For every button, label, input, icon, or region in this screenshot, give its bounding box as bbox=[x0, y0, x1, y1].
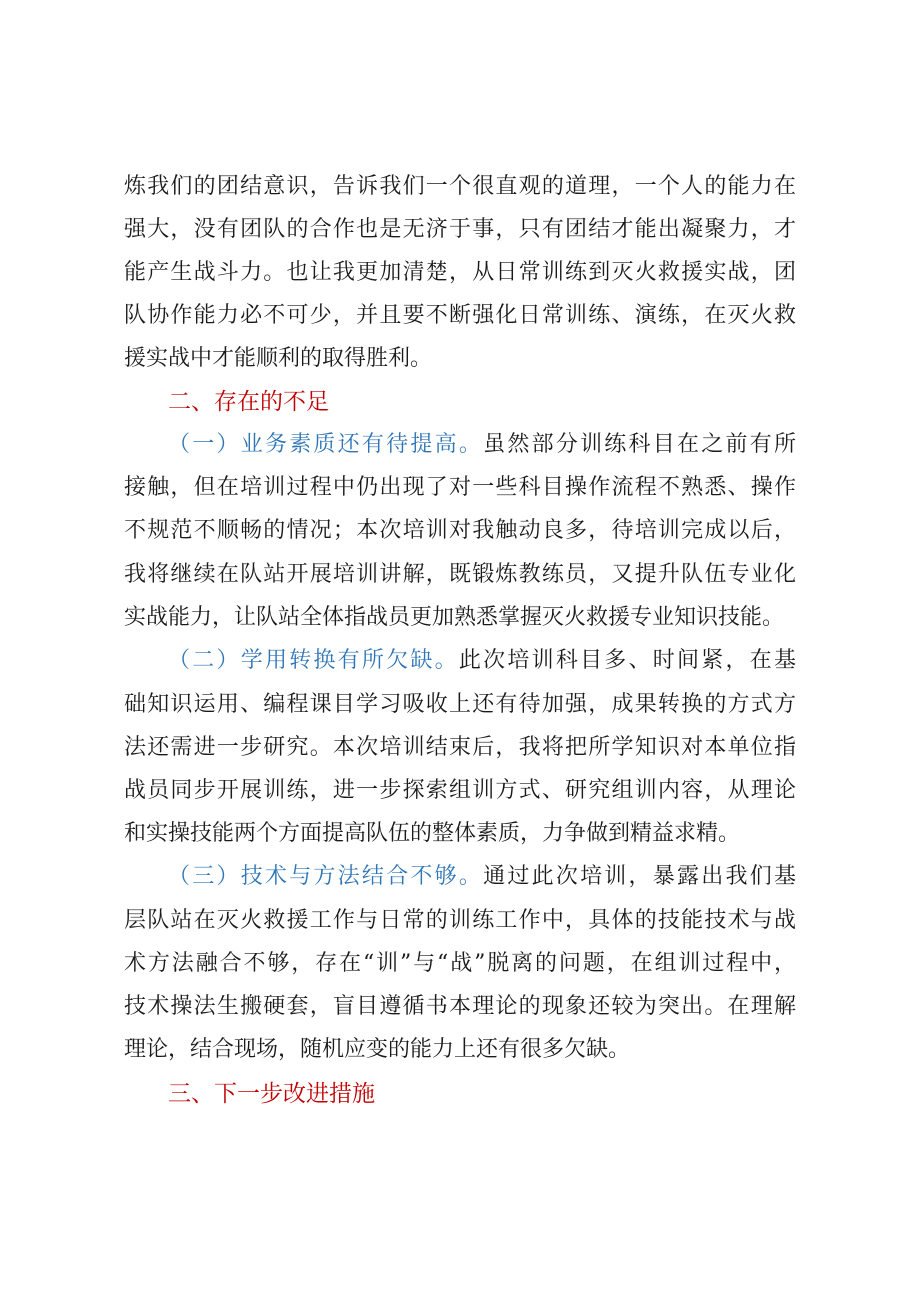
item-1-text: 虽然部分训练科目在之前有所 bbox=[483, 432, 796, 457]
item-1-title: （一）业务素质还有待提高。 bbox=[168, 432, 484, 457]
item-2-text: 此次培训科目多、时间紧，在基 bbox=[458, 648, 796, 673]
paragraph-line: 实战能力，让队站全体指战员更加熟悉掌握灭火救援专业知识技能。 bbox=[124, 605, 785, 630]
paragraph-line: 队协作能力必不可少，并且要不断强化日常训练、演练，在灭火救 bbox=[124, 303, 796, 328]
item-3-first-line bbox=[168, 862, 796, 892]
item-2-title: （二）学用转换有所欠缺。 bbox=[168, 648, 459, 673]
section-heading-2: 二、存在的不足 bbox=[168, 389, 329, 415]
paragraph-line: 理论，结合现场，随机应变的能力上还有很多欠缺。 bbox=[124, 1037, 631, 1062]
paragraph-line: 法还需进一步研究。本次培训结束后，我将把所学知识对本单位指 bbox=[124, 735, 796, 760]
paragraph-line: 础知识运用、编程课目学习吸收上还有待加强，成果转换的方式方 bbox=[124, 692, 796, 717]
paragraph-line: 炼我们的团结意识，告诉我们一个很直观的道理，一个人的能力在 bbox=[124, 174, 796, 199]
paragraph-line: 技术操法生搬硬套，盲目遵循书本理论的现象还较为突出。在理解 bbox=[124, 994, 796, 1019]
paragraph-line: 和实操技能两个方面提高队伍的整体素质，力争做到精益求精。 bbox=[124, 821, 741, 846]
paragraph-line: 术方法融合不够，存在“训”与“战”脱离的问题，在组训过程中， bbox=[124, 951, 796, 976]
paragraph-line: 层队站在灭火救援工作与日常的训练工作中，具体的技能技术与战 bbox=[124, 908, 796, 933]
paragraph-line: 不规范不顺畅的情况；本次培训对我触动良多，待培训完成以后， bbox=[124, 518, 796, 543]
paragraph-line: 援实战中才能顺利的取得胜利。 bbox=[124, 346, 433, 371]
item-3-title: （三）技术与方法结合不够。 bbox=[168, 864, 484, 889]
paragraph-line: 我将继续在队站开展培训讲解，既锻炼教练员，又提升队伍专业化 bbox=[124, 562, 796, 587]
item-3-text: 通过此次培训，暴露出我们基 bbox=[483, 864, 796, 889]
paragraph-line: 能产生战斗力。也让我更加清楚，从日常训练到灭火救援实战，团 bbox=[124, 260, 796, 285]
item-2-first-line bbox=[168, 646, 796, 676]
paragraph-line: 战员同步开展训练，进一步探索组训方式、研究组训内容，从理论 bbox=[124, 778, 796, 803]
item-1-first-line bbox=[168, 430, 796, 460]
paragraph-line: 强大，没有团队的合作也是无济于事，只有团结才能出凝聚力，才 bbox=[124, 217, 796, 242]
paragraph-line: 接触，但在培训过程中仍出现了对一些科目操作流程不熟悉、操作 bbox=[124, 475, 796, 500]
section-heading-3: 三、下一步改进措施 bbox=[168, 1081, 375, 1107]
